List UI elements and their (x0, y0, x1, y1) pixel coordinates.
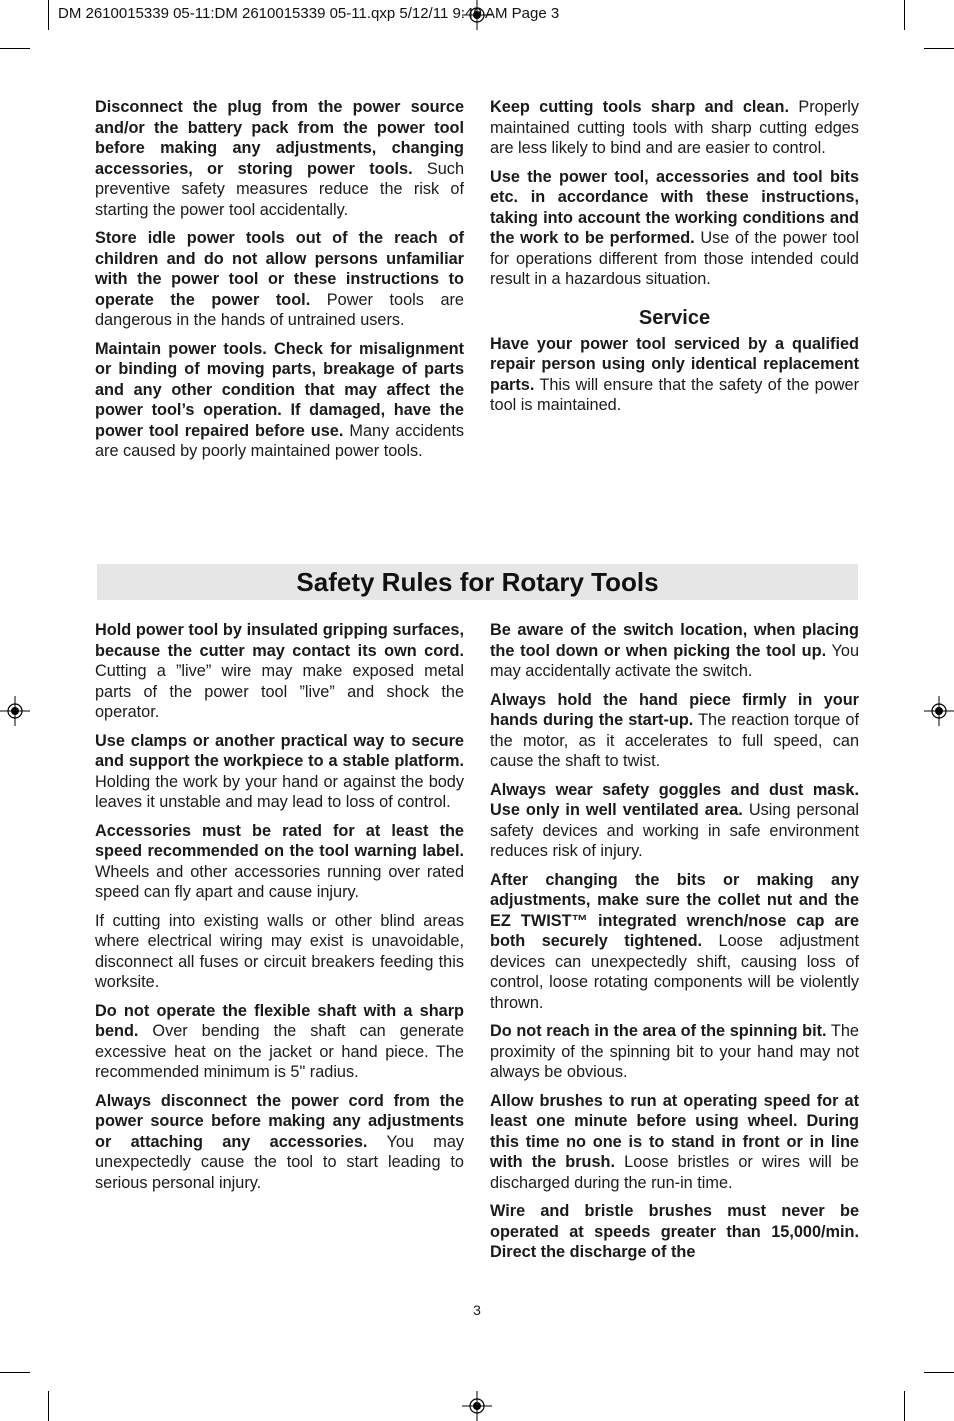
rule-paragraph (490, 1091, 859, 1194)
rule-paragraph (490, 690, 859, 772)
rule-paragraph (95, 821, 464, 903)
rule-bold: After changing the bits or making any adjustments, make sure the collet nut and the EZ TWIST™ integrated wrench/nose cap are both securely tightened. (490, 870, 859, 950)
rule-text: Power tools are dangerous in the hands of untrained users. (95, 290, 464, 329)
rule-paragraph (490, 1021, 859, 1083)
crop-mark (48, 0, 49, 30)
crop-mark (0, 1372, 30, 1373)
page-number: 3 (473, 1302, 481, 1318)
rule-paragraph (95, 731, 464, 813)
rule-bold: Disconnect the plug from the power source and/or the battery pack from the power tool before making any adjustments, changing accessories, or storing power tools. (95, 98, 464, 178)
section-title: Safety Rules for Rotary Tools (296, 566, 659, 597)
rule-paragraph (490, 167, 859, 290)
rule-text: Properly maintained cutting tools with sharp cutting edges are less likely to bind and are easier to control. (490, 98, 859, 157)
rule-text: The reaction torque of the motor, as it accelerates to full speed, can cause the shaft to twist. (490, 711, 859, 770)
rule-bold: Always disconnect the power cord from the power source before making any adjustments or attaching any accessories. (95, 1091, 464, 1151)
rule-paragraph (95, 1091, 464, 1194)
rule-bold: Use the power tool, accessories and tool bits etc. in accordance with these instructions, taking into account the working conditions and the work to be performed. (490, 167, 859, 247)
rule-paragraph (95, 97, 464, 220)
crop-mark (0, 48, 30, 49)
rule-bold: Always hold the hand piece firmly in your hands during the start-up. (490, 690, 859, 729)
service-heading: Service (638, 306, 711, 329)
rule-text: Loose bristles or wires will be discharged during the run-in time. (490, 1153, 859, 1192)
rule-bold: Do not operate the flexible shaft with a sharp bend. (95, 1001, 464, 1040)
rule-text: Cutting a ”live” wire may make exposed metal parts of the power tool ”live” and shock the operator. (95, 662, 464, 721)
rule-text: This will ensure that the safety of the power tool is maintained. (490, 375, 859, 414)
rule-text: If cutting into existing walls or other blind areas where electrical wiring may exist is unavoidable, disconnect all fuses or circuit breakers feeding this worksite. (95, 911, 464, 991)
rule-paragraph (95, 228, 464, 331)
rule-bold: Do not reach in the area of the spinning bit. (490, 1022, 827, 1040)
rule-text: You may unexpectedly cause the tool to start leading to serious personal injury. (95, 1132, 465, 1192)
rule-bold: Use clamps or another practical way to secure and support the workpiece to a stable platform. (95, 731, 464, 770)
rule-bold: Wire and bristle brushes must never be operated at speeds greater than 15,000/min. Direct the discharge of the (490, 1202, 859, 1261)
crop-mark (48, 1391, 49, 1421)
rule-bold: Be aware of the switch location, when placing the tool down or when picking the tool up. (490, 621, 859, 660)
section-title-banner (97, 564, 858, 600)
rule-paragraph (490, 780, 859, 862)
rule-bold: Allow brushes to run at operating speed for at least one minute before using wheel. During this time no one is to stand in front or in line with the brush. (490, 1091, 859, 1171)
rule-bold: Keep cutting tools sharp and clean. (490, 98, 790, 116)
rule-bold: Accessories must be rated for at least the speed recommended on the tool warning label. (95, 821, 464, 860)
rule-paragraph (490, 620, 859, 682)
rule-paragraph (490, 97, 859, 159)
bottom-right-column (490, 620, 859, 1271)
rule-text: Over bending the shaft can generate excessive heat on the jacket or hand piece. The recommended minimum is 5" radius. (95, 1022, 464, 1081)
registration-mark-icon (0, 696, 30, 726)
rule-text: Loose adjustment devices can unexpectedly shift, causing loss of control, loose rotating components will be violently thrown. (490, 932, 859, 1012)
rule-bold: Store idle power tools out of the reach of children and do not allow persons unfamiliar with the power tool or these instructions to operate the power tool. (95, 229, 464, 309)
rule-paragraph (490, 334, 859, 416)
rule-paragraph (95, 1001, 464, 1083)
top-right-column (490, 97, 859, 424)
rule-text: Use of the power tool for operations different from those intended could result in a hazardous situation. (490, 229, 859, 288)
top-left-column (95, 97, 464, 470)
crop-mark (904, 1391, 905, 1421)
rule-bold: Have your power tool serviced by a qualified repair person using only identical replacement parts. (490, 334, 859, 394)
rule-text: Using personal safety devices and working in safe environment reduces risk of injury. (490, 801, 859, 860)
crop-mark (924, 48, 954, 49)
rule-text: You may accidentally activate the switch. (490, 641, 860, 680)
rule-bold: Hold power tool by insulated gripping surfaces, because the cutter may contact its own cord. (95, 621, 464, 660)
crop-mark (924, 1372, 954, 1373)
rule-text: Holding the work by your hand or against the body leaves it unstable and may lead to loss of control. (95, 772, 464, 811)
print-slug: DM 2610015339 05-11:DM 2610015339 05-11.qxp 5/12/11 9:40 AM Page 3 (58, 5, 560, 22)
rule-text: Such preventive safety measures reduce the risk of starting the power tool accidentally. (95, 159, 464, 219)
rule-bold: Maintain power tools. Check for misalignment or binding of moving parts, breakage of parts and any other condition that may affect the power tool’s operation. If damaged, have the power tool repaired before use. (95, 339, 464, 440)
rule-paragraph (95, 339, 464, 462)
registration-mark-icon (924, 696, 954, 726)
rule-paragraph (95, 620, 464, 723)
crop-mark (904, 0, 905, 30)
registration-mark-icon (462, 1391, 492, 1421)
bottom-left-column (95, 620, 464, 1201)
rule-paragraph (490, 870, 859, 1014)
rule-text: Many accidents are caused by poorly maintained power tools. (95, 421, 464, 460)
rule-paragraph (95, 911, 464, 993)
rule-paragraph (490, 1201, 859, 1263)
rule-bold: Always wear safety goggles and dust mask. Use only in well ventilated area. (490, 780, 859, 819)
rule-text: The proximity of the spinning bit to your hand may not always be obvious. (490, 1022, 859, 1081)
rule-text: Wheels and other accessories running over rated speed can fly apart and cause injury. (95, 862, 464, 901)
